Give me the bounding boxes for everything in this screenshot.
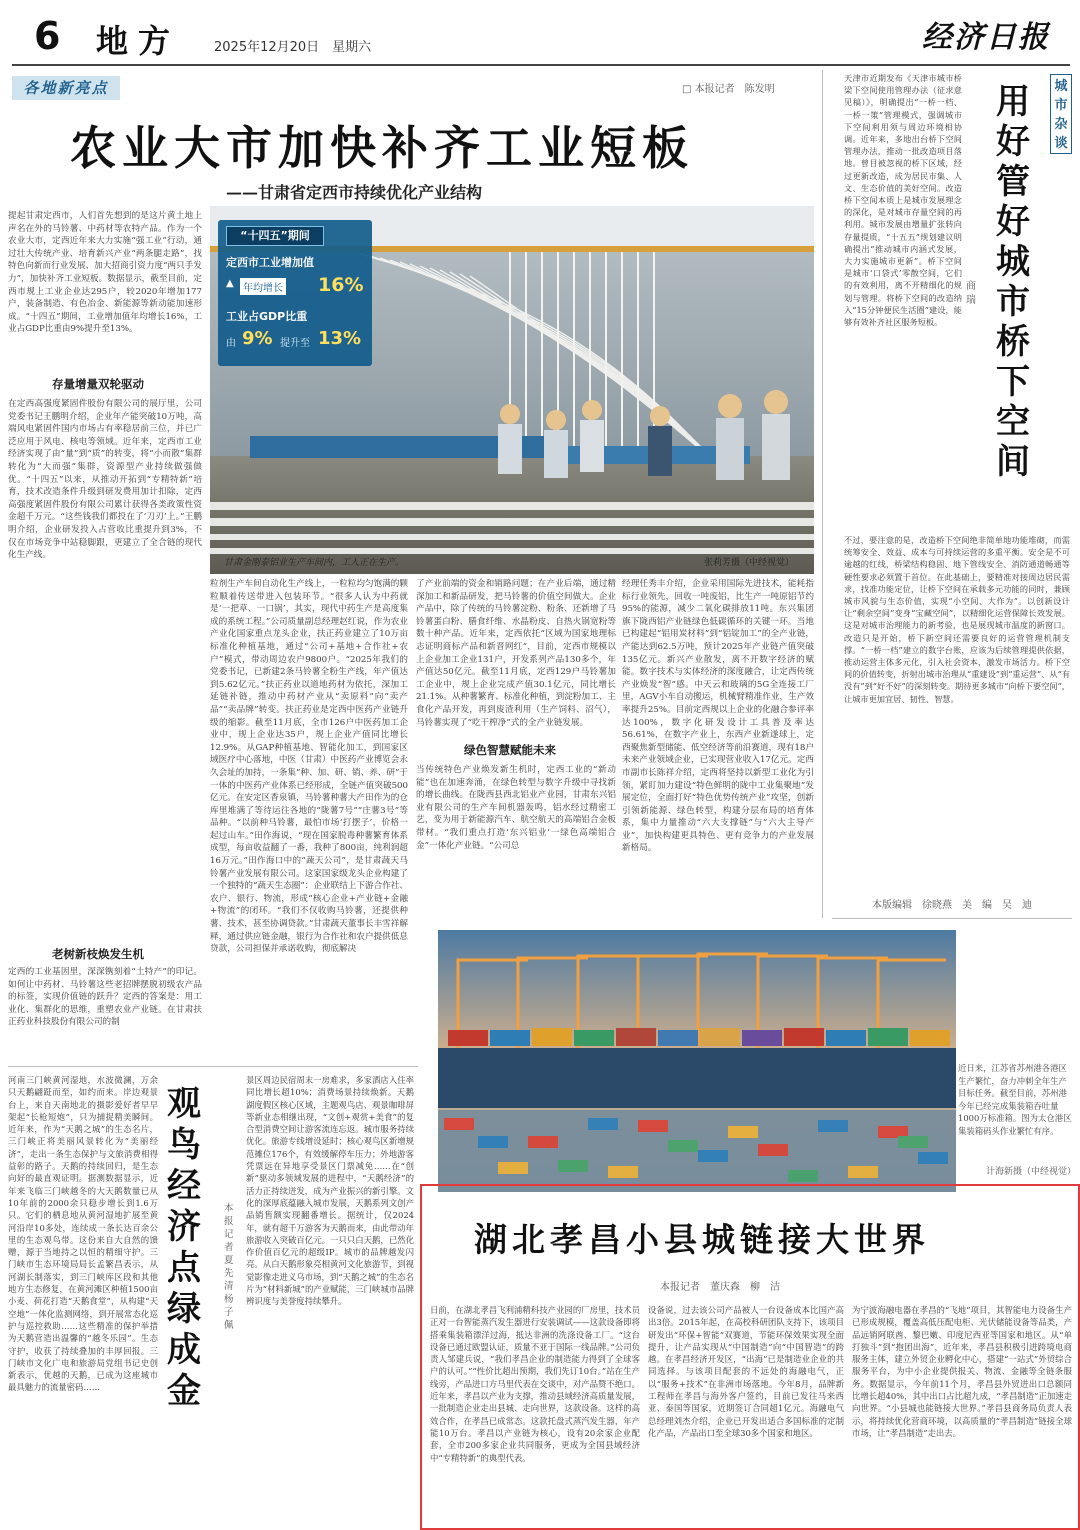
from-value: 9% [242,328,273,349]
lead-paragraph-3: 定西的工业基因里，深深镌刻着“土特产”的印记。如何让中药材、马铃薯这些老招牌摆脱初级农产品的标签，实现价值链的跃升？定西的答案是：用工业化、集群化的思维，重塑农业产业链。在甘肃扶正药业科技股份有限公司的制 [8,967,202,1028]
hubei-column-2: 设备说，过去该公司产品被人一台设备成本比国产高出3倍。2015年起，在高校科研团队支持下，该项目研发出“环保+智能”双赛道，节能环保效果实现全面提升，让产品实现从“中国制造”向“中国智造”的跨越。在孝昌经济开发区，“出海”已是制造业企业的共同选择。与该项目配套的不远处的海融电气，正以“服务+技术”在非洲市场落地。今年8月，品牌新工程师在孝昌与海外客户签约，目前已发往马来西亚、泰国等国家，近期签订合同超1亿元。海融电气总经理刘杰介绍，企业已开发出适合多国标准的定制化产品，产品出口至全球30多个国家和地区。 [648,1305,844,1438]
growth-label: 年均增长 [240,278,286,295]
hubei-column-3: 为宁波海融电器在孝昌的“飞地”项目，其智能电力设备生产已形成规模，覆盖高低压配电柜、光伏储能设备等品类，产品远销阿联酋、黎巴嫩、印度尼西亚等国家和地区。从“单打独斗”到“抱团出海”，近年来，孝昌县积极引进跨境电商服务主体，建立外贸企业孵化中心，搭建“一站式”外贸综合服务平台，为中小企业提供报关、物流、金融等全链条服务。数据显示，今年前11个月，孝昌县外贸进出口总额同比增长超40%，其中出口占比超九成，“孝昌制造”正加速走向世界。“小县城也能链接大世界。”孝昌县商务局负责人表示，将持续优化营商环境，以高质量的“孝昌制造”链接全球市场，让“孝昌制造”走出去。 [852,1305,1072,1438]
masthead-divider [12,64,1070,66]
stat-heading-industry: 定西市工业增加值 [226,256,314,269]
to-value: 13% [318,328,362,349]
lead-column-4: 经理任秀丰介绍，企业采用国际先进技术，能耗指标行业领先，回收一吨废铝，比生产一吨原铝节约95%的能源，减少二氧化碳排放11吨。东兴集团旗下陇西铝产业链绿色低碳循环的关键一环。当地已构建起“铝用炭材料”到“铝锭加工”的全产业链，产能达到62.5万吨，预计2025年产业链产值突破135亿元。新兴产业散发，离不开数字经济的赋能。数字技术与实体经济的深度融合，让定西传统产业焕发“智”感。中天云和玻璃的5G全连接工厂里，AGV小车自动搬运，机械臂精准作业，生产效率提升25%。目前定西规以上企业的化融合参评率达100%，数字化研发设计工具普及率达56.61%，在数字产业上，东西产业新遂球上，定西聚焦新型储能、低空经济等前沿赛道，现有18户未来产业领域企业，已实现营业收入17亿元。定西市副市长陈祥介绍，定西将坚持以新型工业化为引领，紧盯加力建设“特色鲜明的陇中工业集聚地”发展定位，全面打好“特色优势传统产业”攻坚，创新引领新能源、绿色转型，构建分层布局的培育体系，集中力量推动“六大支撑链”与“六大主导产业”，加快构建更具特色、更有竞争力的产业发展新格局。 [622,579,814,854]
commentary-author: 商瑞 [966,281,976,306]
newspaper-logo: 经济日报 [922,20,1050,55]
commentary-body-1: 天津市近期发布《天津市城市桥梁下空间使用管理办法（征求意见稿）》，明确提出“一桥一档、一桥一策”管理模式，强调城市下空间利用须与周边环境相协调。近年来，多地出台桥下空间管理办法，推动一批改造项目落地。曾目被忽视的桥下区域，经过更新改造，成为居民市集、人文、生态价值的美好空间。改造桥下空间本质上是城市发展理念的深化，是对城市存量空间的再利用。城市发展由增量扩张转向存量提质，“十五五”规划建议明确提出“推动城市内涵式发展，大力实施城市更新”。桥下空间是城市‘口袋式’零散空间，它们的有效利用，离不开精细化的规划与管理。将桥下空间的改造纳入“15分钟便民生活圈”建设，能够有效补齐社区服务短板。 [844,73,962,328]
page-number: 6 [34,14,61,58]
stat-heading-gdp-share: 工业占GDP比重 [226,310,308,323]
period-badge: “十四五”期间 [226,226,324,246]
factory-photo [210,206,814,574]
section-name: 地方 [96,22,181,60]
port-photo-credit: 计海新摄（中经视觉） [986,1167,1077,1177]
lead-column-2: 粒剂生产车间自动化生产线上，一粒粒均匀饱满的颗粒顺着传送带进入包装环节。“很多人认为中药就是‘一把草、一口锅’，其实，现代中药生产是高度集成的系统工程。”公司质量副总经理赵红说，作为农业产业化国家重点龙头企业，扶正药业建立了10万亩标准化种植基地，通过“公司+基地+合作社+农户”模式，带动周边农户9800户。“2025年我们的党委书记，已新建2条马铃薯全粉生产线，年产值达到5.62亿元。”扶正药业以道地药材为依托，深加工延链补链，推动中药材产业从“卖原料”向“卖产品”“卖品牌”转变。扶正药业是定西中医药产业链升级的缩影。截至11月底，全市126户中医药加工企业中，规上企业达35户，规上企业产值同比增长12.9%。从GAP种植基地、智能化加工，到国家区域医疗中心落地，中医（甘肃）中医药产业博览会永久会址的加持，一条集“种、加、研、销、养、研”于一体的中医药产业体系已经形成，全链产值突破500亿元。在安定区香泉镇，马铃薯种薯大产田作为的仓库里堆满了等待运往各地的“陇薯7号”“庄薯3号”等品种。“以前种马铃薯，最怕市场‘打摆子’，价格一起过山车。”田作海说，“现在国家脱毒种薯繁育体系成型，每亩收益翻了一番，我种了800亩，纯利润超16万元。”田作海口中的“蔬天公司”，是甘肃蔬天马铃薯产业发展有限公司。这家国家级龙头企业构建了一个独特的“蔬天生态圈”：企业联结上下游合作社、农户、银行、物流，形成“核心企业+产业链+金融+物流”的闭环。“我们不仅收购马铃薯，还提供种薯、技术，甚至协调贷款。”甘肃蔬天董事长丰雪祥解释，通过供应链金融，银行为合作社和农户提供低息贷款，公司担保并承诺收购，彻底解决 [210,579,408,955]
statistics-card [218,220,372,366]
column-tag: 各地新亮点 [12,76,120,100]
lead-paragraph-1: 在定西高强度紧固件股份有限公司的展厅里，公司党委书记王鹏明介绍，企业年产能突破10万吨，高端风电紧固件国内市场占有率稳居前三位，并已广泛应用于风电、核电等领域。近年来，定西市工业经济实现了由“量”到“质”的转变，将“小而散”集群转化为“大而强”集群，资源型产业持续做强做优。“十四五”以来，从推动开拓到“专精特新”培育，技术改造条件升级到研发费用加计扣除，定西高强度紧固件股份有限公司累计获得各类政策性资金超千万元。“这些钱我们都投在了‘刀刃’上。”王鹏明介绍，企业研发投入占营收比重提升到3%，不仅在市场竞争中站稳脚跟，更建立了全合链的现代化生产线。 [8,399,202,561]
photo-credit: 张莉芳摄（中经视觉） [703,558,794,568]
up-arrow-icon: ▲ [226,278,234,289]
lead-byline: □ 本报记者 陈发明 [682,84,775,95]
to-label: 提升至 [280,338,310,349]
lead-subheadline: ——甘肃省定西市持续优化产业结构 [226,183,483,202]
bird-story-byline: 本报记者 夏先清 杨子佩 [224,1203,244,1331]
container-port-illustration [438,930,956,1192]
lead-headline: 农业大市加快补齐工业短板 [70,121,694,175]
hubei-story-byline: 本报记者 董庆森 柳 洁 [660,1282,780,1293]
section-divider [8,1066,418,1067]
commentary-body-2: 不过，要注意的是，改造桥下空间绝非简单地功能堆砌，而需统筹安全、效益、成本与可持续运营的多重平衡。安全是不可逾越的红线，桥梁结构稳固、地下管线安全、消防通道畅通等硬性要求必须置于首位。在此基础上，要精准对接周边居民需求，找准功能定位，让桥下空间在承载多元功能的同时，兼顾城市风貌与生态价值，实现“小空间、大作为”。以创新设计让“剩余空间”变身“宝藏空间”，以精细化运营保障长效发展。这是对城市治理能力的新考验，也是展现城市温度的新窗口。改造只是开始，桥下新空间还需要良好的运营管理机制支撑。“一桥一档”建立的数字台账，应该为后续管理提供依据，推动运营主体多元化，引入社会资本，激发市场活力。桥下空间的价值转变，折射出城市治理从“重建设”到“重运营”、从“有没有”到“好不好”的深刻转变。期待更多城市“向桥下要空间”，让城市更加宜居、韧性、智慧。 [844,535,1070,704]
from-label: 由 [226,338,236,349]
lead-column-3b: 当传统特色产业焕发新生机时，定西工业的“新动能”也在加速奔涌，在绿色转型与数字升级中寻找新的增长曲线。在陇西县西北铝业产业园，甘肃东兴铝业有限公司的生产车间机器轰鸣，铝水经过精密工艺，变为用于新能源汽车、航空航天的高端铝合金板带材。“我们重点打造‘东兴铝业’一绿色高端铝合金”一体化产业链。“公司总 [416,765,616,851]
lead-intro: 提起甘肃定西市，人们首先想到的是这片黄土地上声名在外的马铃薯、中药材等农特产品。作为一个农业大市，定西近年来大力实施“强工业”行动，通过壮大传统产业、培育新兴产业“两条腿走路”，找特色向新而行业发展、加大招商引资力度“两只手发力”，加快补齐工业短板。数据显示，截至目前，定西市规上工业企业达295户，较2020年增加177户，装备制造、有色冶金、新能源等新动能加速形成。“十四五”期间，工业增加值年均增长16%，工业占GDP比重由9%提升至13%。 [8,211,202,335]
lead-subhead-3: 绿色智慧赋能未来 [464,743,556,757]
hubei-column-1: 日前，在湖北孝昌飞利浦精科技产业园的厂房里，技术员正对一台智能蒸汽发生器进行安装调试——这款设备即将搭乘集装箱漂洋过海，抵达非洲的洗涤设备工厂。“这台设备已通过欧盟认证，质量不亚于国际一线品牌。”公司负责人邹建兵说，“我们孝昌企业的制造能力得到了全球客户的认可。”“性价比超出预期，我们先订10台。”站在生产线旁，产品进口方马里代表在交谈中，对产品赞不绝口。近年来，孝昌以产业为支撑，推动县域经济高质量发展，一批制造企业走出县城、走向世界，这款设备。这样的高效合作，在孝昌已成常态。这款托盘式蒸汽发生器，年产能10万台。孝昌以产业链为核心，设有20余家企业配套，全市200多家企业共同服务，更成为全国县域经济中“专精特新”的典型代表。 [430,1305,640,1463]
port-photo-caption: 近日来，江苏省苏州港各港区生产繁忙，奋力冲刺全年生产目标任务。截至目前，苏州港今年已经完成集装箱吞吐量1000万标准箱。图为太仓港区集装箱码头作业繁忙有序。 [958,1063,1072,1136]
bird-column-1: 河南三门峡黄河湿地，水波微澜，万余只天鹅翩跹而至，如约而来。岸边观景台上，来自天南地北的摄影爱好者早早架起“长枪短炮”，只为捕捉精美瞬间。近年来，作为“天鹅之城”的生态名片，三门峡正将美丽风景转化为“美丽经济”，走出一条生态保护与文旅消费相得益彰的路子。天鹅的持续回归，是生态向好的最直观证明。据测数据显示，近年来飞临三门峡越冬的大天鹅数量已从10年前的2000余只稳步增长到1.6万只。它们的栖息地从黄河湿地扩展至黄河沿岸10多处，连续成一条长达百余公里的生态观鸟带。这份来自大自然的馈赠，源于当地持之以恒的精细守护。三门峡市生态环境局局长孟繁昌表示，从河湖长制落实，到三门峡库区段和其他地方生态修复，在黄河滩区种植1500亩小麦、荷花打造“天鹅食堂”，从构建“天空地”一体化监测网络，到开展常态化巡护与巡控救助……这些精准的保护举措为天鹅营造出温馨的“越冬乐园”。生态守护，收获了持续叠加的丰厚回报。三门峡市文化广电和旅游局党组书记史创新表示，优越的天鹅，已成为这座城市最具魅力的流量密码…… [8,1075,158,1393]
commentary-divider [832,918,1072,919]
photo-caption: 甘肃金刚泰铝业生产车间内，工人正在生产。 [224,558,405,568]
growth-value: 16% [318,274,364,296]
page-editors: 本版编辑 徐晓燕 美 编 吴 迪 [872,900,1032,911]
lead-column-3: 了产业前端的资金和销路问题；在产业后端，通过精深加工和新品研发，把马铃薯的价值空间做大。企业产品中，除了传统的马铃薯淀粉、粉条、还新增了马铃薯蛋白粉、膳食纤维、水晶粉皮、自热火锅宽粉等数十种产品。近年来，定西依托“区域为国家地理标志证明商标产品和新晋网红”，目前，定西市规模以上企业加工企业131户，开发系列产品130多个，年产值达50亿元。截至11月底，定西129户马铃薯加工企业中，规上企业完成产值30.1亿元，同比增长21.1%。从种薯繁育、标准化种植，到淀粉加工、主食化产品开发，再到废渣利用（生产饲料、沼气），马铃薯实现了“吃干榨净”式的全产业链发展。 [416,579,616,728]
commentary-headline: 用好管好城市桥下空间 [996,82,1030,482]
column-divider [822,70,823,918]
lead-subhead-1: 存量增量双轮驱动 [52,377,144,391]
lead-subhead-2: 老树新枝焕发生机 [52,947,144,961]
issue-date: 2025年12月20日 星期六 [214,40,372,55]
bird-story-headline: 观鸟经济点绿成金 [167,1084,201,1411]
commentary-column-tag: 城市杂谈 [1050,74,1072,154]
bird-column-2: 景区周边民宿周末一房难求，多家酒店入住率同比增长超10%；消费场景持续焕新。天鹅湖度假区核心区域，主题观鸟店、观景咖啡屏等新业态相继出现，“文创+观赏+美食”的复合型消费空间让游客流连忘返。城市服务持续优化。旅游专线增设延时；核心观鸟区新增规范摊位176个，有效缓解停车压力；外地游客凭票远在异地享受景区门票减免……在“创新”驱动多领域发展的进程中，“天鹅经济”的活力正持续迸发，成为产业振兴的新引擎。文化的深厚底蕴融入城市发展，天鹅系列文创产品销售额实现翻番增长。据统计，仅2024年，就有超千万游客为天鹅而来，由此带动年旅游收入突破百亿元。一只只白天鹅，已然化作价值百亿元的超级IP。城市的品牌越发闪亮。从白天鹅形象亮相黄河文化旅游节，到视觉影像走进义乌市场，到“天鹅之城”的生态名片为“材料新城”的产业赋能，三门峡城市品牌辨识度与美誉度持续攀升。 [246,1075,414,1307]
hubei-story-headline: 湖北孝昌小县城链接大世界 [474,1220,930,1259]
masthead [0,0,1080,66]
port-photo [438,930,956,1192]
